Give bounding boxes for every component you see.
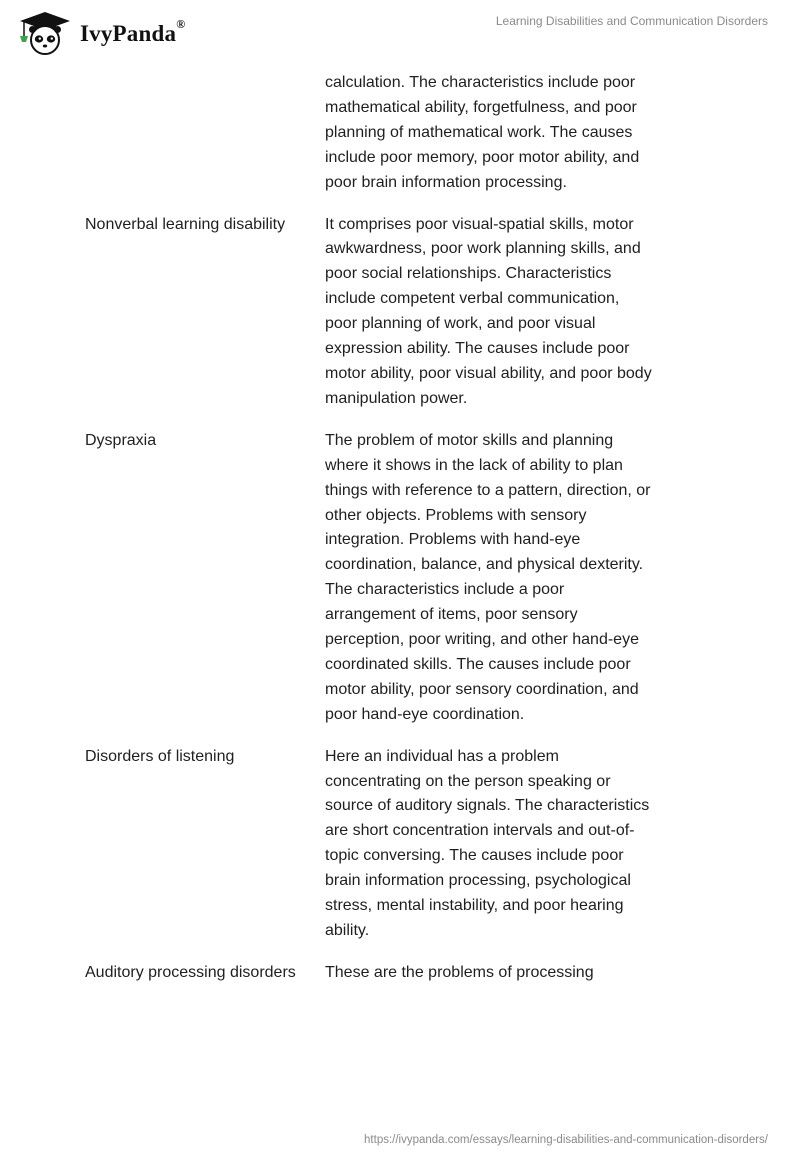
source-url[interactable]: https://ivypanda.com/essays/learning-disabilities-and-communication-disorders/: [364, 1134, 768, 1146]
document-title: Learning Disabilities and Communication Disorders: [495, 14, 768, 28]
description-cell: The problem of motor skills and planning where it shows in the lack of ability to plan things with reference to a pattern, direction, or other objects. Problems with sensory integration. Problems with hand-eye coordination, balance, and physical dexterity. The characteristics include a poor arrangement of items, poor sensory perception, poor writing, and other hand-eye coordinated skills. The causes include poor motor ability, poor sensory coordination, and poor hand-eye coordination.: [325, 431, 651, 723]
table-row: [0, 213, 800, 412]
term-cell: Nonverbal learning disability: [85, 215, 286, 233]
term-cell: [0, 71, 324, 196]
table-row: [0, 745, 800, 944]
brand-name: IvyPanda®: [80, 17, 186, 46]
term-cell: Dyspraxia: [85, 431, 157, 449]
table-row: [0, 71, 800, 196]
table-row: [0, 429, 800, 728]
description-cell: It comprises poor visual-spatial skills, motor awkwardness, poor work planning skills, and poor social relationships. Characteristics include competent verbal communication, poor planning of work, and poor visual expression ability. The causes include poor motor ability, poor visual ability, and poor body manipulation power.: [325, 215, 652, 407]
description-cell: calculation. The characteristics include poor mathematical ability, forgetfulness, and poor planning of mathematical work. The causes include poor memory, poor motor ability, and poor brain information processing.: [325, 74, 640, 191]
term-cell: Auditory processing disorders: [85, 963, 296, 981]
panda-graduate-icon: [16, 10, 74, 56]
term-cell: Disorders of listening: [85, 747, 235, 765]
disorders-table: [0, 71, 800, 1003]
table-row: [0, 961, 800, 986]
description-cell: Here an individual has a problem concentrating on the person speaking or source of auditory signals. The characteristics are short concentration intervals and out-of-topic conversing. The causes include poor brain information processing, psychological stress, mental instability, and poor hearing ability.: [325, 747, 650, 939]
logo[interactable]: [16, 10, 185, 56]
description-cell: These are the problems of processing: [325, 963, 594, 981]
